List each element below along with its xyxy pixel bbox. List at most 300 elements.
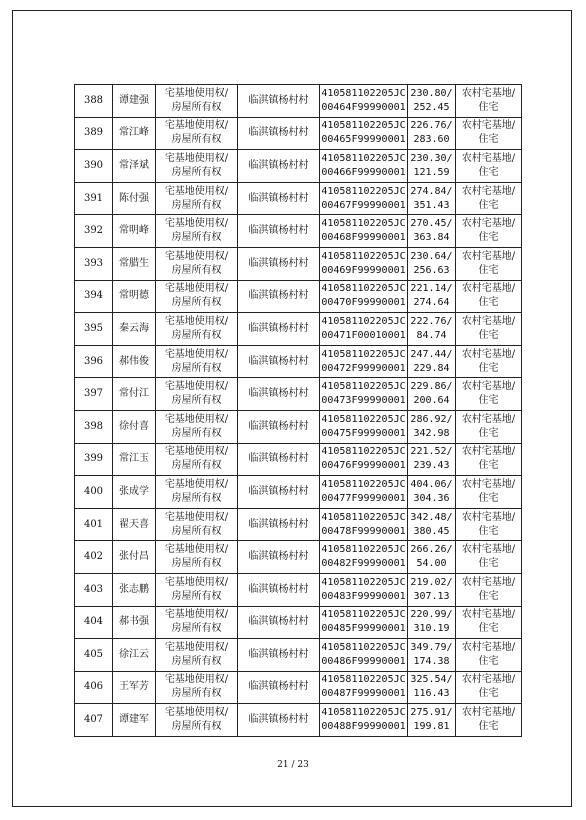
land-use-cell — [456, 704, 522, 737]
location-cell: 临淇镇杨村村 — [238, 378, 320, 411]
land-use-cell-line: 住宅 — [478, 362, 499, 374]
table-row — [75, 476, 522, 509]
right-type-cell-line: 房屋所有权 — [171, 199, 222, 211]
area-cell-line: 174.38 — [413, 655, 450, 667]
row-number-cell: 403 — [75, 573, 113, 606]
owner-name-cell: 徐江云 — [113, 639, 156, 672]
right-type-cell — [156, 606, 238, 639]
parcel-code-cell — [320, 573, 408, 606]
row-number-cell: 402 — [75, 541, 113, 574]
location-cell: 临淇镇杨村村 — [238, 541, 320, 574]
parcel-code-cell-line: 00465F99990001 — [321, 134, 406, 146]
land-use-cell-line: 农村宅基地/ — [461, 348, 516, 360]
owner-name-cell: 郝书强 — [113, 606, 156, 639]
owner-name-cell: 常江玉 — [113, 443, 156, 476]
parcel-code-cell-line: 410581102205JC — [321, 120, 406, 132]
area-cell-line: 307.13 — [413, 590, 450, 602]
land-use-cell-line: 住宅 — [478, 558, 499, 570]
owner-name-cell: 常明德 — [113, 280, 156, 313]
right-type-cell — [156, 280, 238, 313]
parcel-code-cell — [320, 476, 408, 509]
row-number-cell: 391 — [75, 182, 113, 215]
table-row — [75, 508, 522, 541]
right-type-cell — [156, 639, 238, 672]
land-use-cell-line: 农村宅基地/ — [461, 641, 516, 653]
area-cell-line: 275.91/ — [410, 707, 453, 719]
land-use-cell-line: 农村宅基地/ — [461, 544, 516, 556]
area-cell-line: 325.54/ — [410, 674, 453, 686]
parcel-code-cell — [320, 117, 408, 150]
area-cell-line: 230.80/ — [410, 87, 453, 99]
parcel-code-cell-line: 410581102205JC — [321, 185, 406, 197]
area-cell-line: 54.00 — [416, 558, 447, 570]
area-cell-line: 230.30/ — [410, 152, 453, 164]
area-cell-line: 270.45/ — [410, 218, 453, 230]
right-type-cell-line: 房屋所有权 — [171, 395, 222, 407]
row-number-cell: 401 — [75, 508, 113, 541]
parcel-code-cell-line: 00475F99990001 — [321, 427, 406, 439]
area-cell — [408, 606, 456, 639]
land-use-cell-line: 农村宅基地/ — [461, 185, 516, 197]
row-number-cell: 390 — [75, 150, 113, 183]
land-use-cell-line: 农村宅基地/ — [461, 250, 516, 262]
parcel-code-cell-line: 00482F99990001 — [321, 558, 406, 570]
right-type-cell-line: 宅基地使用权/ — [164, 641, 229, 653]
land-use-cell — [456, 476, 522, 509]
land-use-cell — [456, 573, 522, 606]
right-type-cell-line: 房屋所有权 — [171, 590, 222, 602]
table-row — [75, 410, 522, 443]
parcel-code-cell — [320, 150, 408, 183]
parcel-code-cell-line: 00468F99990001 — [321, 232, 406, 244]
table-row — [75, 606, 522, 639]
area-cell — [408, 247, 456, 280]
right-type-cell-line: 宅基地使用权/ — [164, 609, 229, 621]
area-cell — [408, 573, 456, 606]
area-cell-line: 219.02/ — [410, 576, 453, 588]
table-row — [75, 671, 522, 704]
area-cell — [408, 117, 456, 150]
owner-name-cell: 常付江 — [113, 378, 156, 411]
land-use-cell-line: 住宅 — [478, 492, 499, 504]
area-cell-line: 220.99/ — [410, 609, 453, 621]
owner-name-cell: 陈付强 — [113, 182, 156, 215]
right-type-cell — [156, 443, 238, 476]
row-number-cell: 399 — [75, 443, 113, 476]
land-use-cell-line: 住宅 — [478, 232, 499, 244]
right-type-cell-line: 房屋所有权 — [171, 297, 222, 309]
area-cell — [408, 378, 456, 411]
land-use-cell-line: 住宅 — [478, 427, 499, 439]
table-row — [75, 345, 522, 378]
land-use-cell-line: 住宅 — [478, 525, 499, 537]
parcel-code-cell-line: 00486F99990001 — [321, 655, 406, 667]
area-cell-line: 404.06/ — [410, 478, 453, 490]
right-type-cell-line: 宅基地使用权/ — [164, 87, 229, 99]
parcel-code-cell-line: 00470F99990001 — [321, 297, 406, 309]
area-cell-line: 229.84 — [413, 362, 450, 374]
parcel-code-cell — [320, 671, 408, 704]
row-number-cell: 396 — [75, 345, 113, 378]
land-use-cell-line: 住宅 — [478, 264, 499, 276]
right-type-cell-line: 宅基地使用权/ — [164, 348, 229, 360]
owner-name-cell: 秦云海 — [113, 313, 156, 346]
parcel-code-cell — [320, 410, 408, 443]
parcel-code-cell-line: 00488F99990001 — [321, 721, 406, 733]
land-use-cell-line: 农村宅基地/ — [461, 609, 516, 621]
right-type-cell-line: 宅基地使用权/ — [164, 576, 229, 588]
parcel-code-cell-line: 410581102205JC — [321, 707, 406, 719]
land-use-cell-line: 住宅 — [478, 655, 499, 667]
area-cell — [408, 345, 456, 378]
land-use-cell-line: 住宅 — [478, 199, 499, 211]
area-cell-line: 266.26/ — [410, 544, 453, 556]
right-type-cell-line: 房屋所有权 — [171, 460, 222, 472]
land-use-cell — [456, 280, 522, 313]
land-use-cell-line: 住宅 — [478, 590, 499, 602]
right-type-cell-line: 宅基地使用权/ — [164, 478, 229, 490]
owner-name-cell: 常明峰 — [113, 215, 156, 248]
area-cell-line: 274.84/ — [410, 185, 453, 197]
land-use-cell-line: 农村宅基地/ — [461, 576, 516, 588]
parcel-code-cell-line: 410581102205JC — [321, 511, 406, 523]
row-number-cell: 397 — [75, 378, 113, 411]
area-cell — [408, 704, 456, 737]
area-cell — [408, 280, 456, 313]
land-use-cell — [456, 247, 522, 280]
parcel-code-cell-line: 00476F99990001 — [321, 460, 406, 472]
land-use-cell-line: 农村宅基地/ — [461, 478, 516, 490]
parcel-code-cell-line: 00477F99990001 — [321, 492, 406, 504]
right-type-cell-line: 房屋所有权 — [171, 525, 222, 537]
land-use-cell — [456, 378, 522, 411]
area-cell — [408, 541, 456, 574]
table-row — [75, 313, 522, 346]
land-use-cell-line: 住宅 — [478, 623, 499, 635]
location-cell: 临淇镇杨村村 — [238, 182, 320, 215]
parcel-code-cell — [320, 215, 408, 248]
area-cell-line: 342.48/ — [410, 511, 453, 523]
area-cell — [408, 639, 456, 672]
land-use-cell — [456, 410, 522, 443]
right-type-cell-line: 房屋所有权 — [171, 264, 222, 276]
land-use-cell — [456, 639, 522, 672]
area-cell-line: 274.64 — [413, 297, 450, 309]
area-cell-line: 226.76/ — [410, 120, 453, 132]
parcel-code-cell — [320, 85, 408, 118]
land-use-cell-line: 农村宅基地/ — [461, 511, 516, 523]
row-number-cell: 400 — [75, 476, 113, 509]
land-use-cell-line: 住宅 — [478, 166, 499, 178]
area-cell-line: 84.74 — [416, 329, 447, 341]
parcel-code-cell-line: 410581102205JC — [321, 544, 406, 556]
parcel-code-cell-line: 410581102205JC — [321, 413, 406, 425]
owner-name-cell: 常腊生 — [113, 247, 156, 280]
right-type-cell-line: 房屋所有权 — [171, 492, 222, 504]
land-use-cell-line: 住宅 — [478, 101, 499, 113]
right-type-cell-line: 房屋所有权 — [171, 623, 222, 635]
parcel-code-cell — [320, 443, 408, 476]
land-use-cell — [456, 215, 522, 248]
parcel-code-cell — [320, 247, 408, 280]
parcel-code-cell-line: 410581102205JC — [321, 381, 406, 393]
area-cell-line: 221.52/ — [410, 446, 453, 458]
parcel-code-cell-line: 410581102205JC — [321, 218, 406, 230]
row-number-cell: 395 — [75, 313, 113, 346]
area-cell-line: 304.36 — [413, 492, 450, 504]
right-type-cell — [156, 345, 238, 378]
right-type-cell-line: 宅基地使用权/ — [164, 152, 229, 164]
land-use-cell — [456, 182, 522, 215]
parcel-code-cell — [320, 606, 408, 639]
land-use-cell-line: 农村宅基地/ — [461, 674, 516, 686]
row-number-cell: 407 — [75, 704, 113, 737]
location-cell: 临淇镇杨村村 — [238, 247, 320, 280]
location-cell: 临淇镇杨村村 — [238, 639, 320, 672]
owner-name-cell: 张志鹏 — [113, 573, 156, 606]
right-type-cell-line: 宅基地使用权/ — [164, 511, 229, 523]
table-row — [75, 541, 522, 574]
land-use-cell — [456, 313, 522, 346]
parcel-code-cell — [320, 182, 408, 215]
location-cell: 临淇镇杨村村 — [238, 280, 320, 313]
area-cell-line: 310.19 — [413, 623, 450, 635]
area-cell-line: 247.44/ — [410, 348, 453, 360]
location-cell: 临淇镇杨村村 — [238, 150, 320, 183]
right-type-cell — [156, 150, 238, 183]
table-row — [75, 280, 522, 313]
location-cell: 临淇镇杨村村 — [238, 508, 320, 541]
parcel-code-cell-line: 00473F99990001 — [321, 395, 406, 407]
area-cell-line: 200.64 — [413, 395, 450, 407]
location-cell: 临淇镇杨村村 — [238, 215, 320, 248]
parcel-code-cell-line: 00467F99990001 — [321, 199, 406, 211]
right-type-cell-line: 宅基地使用权/ — [164, 446, 229, 458]
land-use-cell-line: 农村宅基地/ — [461, 413, 516, 425]
parcel-code-cell-line: 410581102205JC — [321, 283, 406, 295]
area-cell — [408, 215, 456, 248]
parcel-code-cell — [320, 280, 408, 313]
owner-name-cell: 翟天喜 — [113, 508, 156, 541]
parcel-code-cell-line: 410581102205JC — [321, 152, 406, 164]
land-use-cell — [456, 345, 522, 378]
right-type-cell — [156, 410, 238, 443]
right-type-cell — [156, 182, 238, 215]
parcel-code-cell-line: 410581102205JC — [321, 641, 406, 653]
table-row — [75, 573, 522, 606]
parcel-code-cell-line: 410581102205JC — [321, 446, 406, 458]
area-cell-line: 363.84 — [413, 232, 450, 244]
row-number-cell: 398 — [75, 410, 113, 443]
parcel-code-cell-line: 410581102205JC — [321, 674, 406, 686]
area-cell — [408, 671, 456, 704]
area-cell-line: 230.64/ — [410, 250, 453, 262]
table-body — [75, 85, 522, 737]
parcel-code-cell — [320, 704, 408, 737]
right-type-cell — [156, 247, 238, 280]
land-use-cell — [456, 117, 522, 150]
right-type-cell-line: 宅基地使用权/ — [164, 283, 229, 295]
land-use-cell-line: 住宅 — [478, 297, 499, 309]
right-type-cell — [156, 541, 238, 574]
land-use-cell-line: 住宅 — [478, 134, 499, 146]
right-type-cell-line: 宅基地使用权/ — [164, 674, 229, 686]
area-cell-line: 222.76/ — [410, 315, 453, 327]
location-cell: 临淇镇杨村村 — [238, 443, 320, 476]
right-type-cell-line: 宅基地使用权/ — [164, 413, 229, 425]
right-type-cell — [156, 313, 238, 346]
table-row — [75, 639, 522, 672]
owner-name-cell: 谭建强 — [113, 85, 156, 118]
right-type-cell-line: 宅基地使用权/ — [164, 707, 229, 719]
land-use-cell-line: 住宅 — [478, 721, 499, 733]
area-cell-line: 239.43 — [413, 460, 450, 472]
area-cell — [408, 508, 456, 541]
area-cell-line: 121.59 — [413, 166, 450, 178]
row-number-cell: 389 — [75, 117, 113, 150]
area-cell — [408, 443, 456, 476]
right-type-cell-line: 房屋所有权 — [171, 232, 222, 244]
owner-name-cell: 郝伟俊 — [113, 345, 156, 378]
land-use-cell-line: 住宅 — [478, 460, 499, 472]
right-type-cell — [156, 573, 238, 606]
right-type-cell-line: 宅基地使用权/ — [164, 250, 229, 262]
row-number-cell: 406 — [75, 671, 113, 704]
land-use-cell-line: 农村宅基地/ — [461, 446, 516, 458]
owner-name-cell: 张付昌 — [113, 541, 156, 574]
area-cell-line: 229.86/ — [410, 381, 453, 393]
location-cell: 临淇镇杨村村 — [238, 313, 320, 346]
location-cell: 临淇镇杨村村 — [238, 410, 320, 443]
parcel-code-cell-line: 00483F99990001 — [321, 590, 406, 602]
area-cell — [408, 410, 456, 443]
area-cell-line: 380.45 — [413, 525, 450, 537]
land-use-cell — [456, 443, 522, 476]
parcel-code-cell-line: 00487F99990001 — [321, 688, 406, 700]
land-use-cell-line: 农村宅基地/ — [461, 283, 516, 295]
parcel-code-cell — [320, 345, 408, 378]
right-type-cell — [156, 476, 238, 509]
right-type-cell-line: 房屋所有权 — [171, 101, 222, 113]
land-use-cell — [456, 85, 522, 118]
right-type-cell — [156, 704, 238, 737]
location-cell: 临淇镇杨村村 — [238, 704, 320, 737]
land-use-cell-line: 农村宅基地/ — [461, 152, 516, 164]
parcel-code-cell-line: 00472F99990001 — [321, 362, 406, 374]
area-cell-line: 199.81 — [413, 721, 450, 733]
right-type-cell — [156, 117, 238, 150]
parcel-code-cell-line: 410581102205JC — [321, 87, 406, 99]
parcel-code-cell — [320, 639, 408, 672]
land-use-cell — [456, 671, 522, 704]
parcel-code-cell — [320, 508, 408, 541]
owner-name-cell: 王军芳 — [113, 671, 156, 704]
table-row — [75, 378, 522, 411]
parcel-code-cell-line: 00471F00010001 — [321, 329, 406, 341]
area-cell — [408, 85, 456, 118]
land-use-cell-line: 住宅 — [478, 395, 499, 407]
area-cell — [408, 182, 456, 215]
parcel-code-cell-line: 410581102205JC — [321, 609, 406, 621]
registration-table — [74, 84, 522, 737]
table-row — [75, 443, 522, 476]
owner-name-cell: 常江峰 — [113, 117, 156, 150]
right-type-cell-line: 宅基地使用权/ — [164, 120, 229, 132]
parcel-code-cell-line: 410581102205JC — [321, 576, 406, 588]
land-use-cell — [456, 606, 522, 639]
location-cell: 临淇镇杨村村 — [238, 85, 320, 118]
parcel-code-cell-line: 00464F99990001 — [321, 101, 406, 113]
parcel-code-cell-line: 410581102205JC — [321, 348, 406, 360]
table-row — [75, 85, 522, 118]
table-row — [75, 182, 522, 215]
owner-name-cell: 谭建军 — [113, 704, 156, 737]
land-use-cell-line: 农村宅基地/ — [461, 707, 516, 719]
row-number-cell: 394 — [75, 280, 113, 313]
row-number-cell: 405 — [75, 639, 113, 672]
right-type-cell-line: 房屋所有权 — [171, 427, 222, 439]
parcel-code-cell — [320, 313, 408, 346]
right-type-cell-line: 房屋所有权 — [171, 558, 222, 570]
land-use-cell-line: 住宅 — [478, 688, 499, 700]
land-use-cell-line: 农村宅基地/ — [461, 120, 516, 132]
table-row — [75, 215, 522, 248]
table-row — [75, 117, 522, 150]
right-type-cell — [156, 215, 238, 248]
area-cell — [408, 476, 456, 509]
right-type-cell-line: 房屋所有权 — [171, 721, 222, 733]
location-cell: 临淇镇杨村村 — [238, 573, 320, 606]
parcel-code-cell-line: 00469F99990001 — [321, 264, 406, 276]
area-cell-line: 256.63 — [413, 264, 450, 276]
location-cell: 临淇镇杨村村 — [238, 117, 320, 150]
right-type-cell-line: 宅基地使用权/ — [164, 544, 229, 556]
row-number-cell: 388 — [75, 85, 113, 118]
parcel-code-cell — [320, 541, 408, 574]
area-cell-line: 221.14/ — [410, 283, 453, 295]
area-cell-line: 252.45 — [413, 101, 450, 113]
land-use-cell-line: 农村宅基地/ — [461, 315, 516, 327]
location-cell: 临淇镇杨村村 — [238, 476, 320, 509]
land-use-cell — [456, 508, 522, 541]
parcel-code-cell-line: 00478F99990001 — [321, 525, 406, 537]
table-row — [75, 247, 522, 280]
land-use-cell-line: 农村宅基地/ — [461, 218, 516, 230]
row-number-cell: 393 — [75, 247, 113, 280]
location-cell: 临淇镇杨村村 — [238, 606, 320, 639]
area-cell-line: 342.98 — [413, 427, 450, 439]
land-use-cell — [456, 150, 522, 183]
right-type-cell — [156, 508, 238, 541]
right-type-cell-line: 房屋所有权 — [171, 688, 222, 700]
right-type-cell-line: 房屋所有权 — [171, 362, 222, 374]
right-type-cell-line: 宅基地使用权/ — [164, 315, 229, 327]
right-type-cell — [156, 671, 238, 704]
right-type-cell-line: 宅基地使用权/ — [164, 218, 229, 230]
parcel-code-cell — [320, 378, 408, 411]
right-type-cell-line: 房屋所有权 — [171, 655, 222, 667]
area-cell-line: 116.43 — [413, 688, 450, 700]
parcel-code-cell-line: 410581102205JC — [321, 478, 406, 490]
location-cell: 临淇镇杨村村 — [238, 345, 320, 378]
owner-name-cell: 常泽斌 — [113, 150, 156, 183]
right-type-cell-line: 房屋所有权 — [171, 134, 222, 146]
row-number-cell: 392 — [75, 215, 113, 248]
right-type-cell-line: 房屋所有权 — [171, 329, 222, 341]
right-type-cell-line: 宅基地使用权/ — [164, 381, 229, 393]
row-number-cell: 404 — [75, 606, 113, 639]
table-row — [75, 150, 522, 183]
